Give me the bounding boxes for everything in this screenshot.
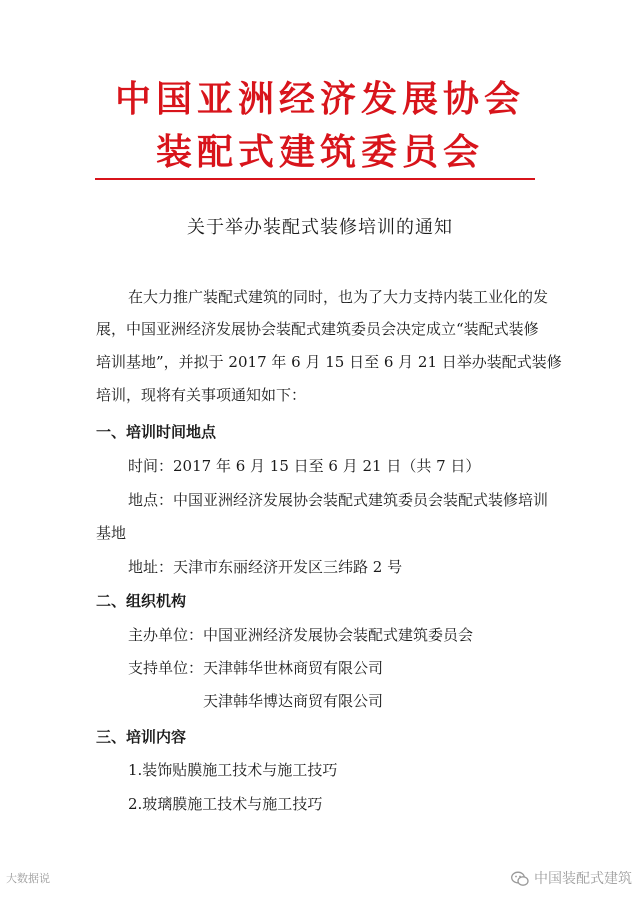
org-name-line2: 装配式建筑委员会 [155, 132, 484, 173]
watermark-right-text: 中国装配式建筑 [534, 871, 632, 887]
support-organization-1: 支持单位：天津韩华世林商贸有限公司 [128, 659, 384, 677]
training-place-line2: 基地 [96, 524, 127, 542]
notice-title: 关于举办装配式装修培训的通知 [187, 217, 453, 238]
section1-heading: 一、培训时间地点 [96, 423, 217, 441]
watermark-left-text: 大数据说 [6, 872, 50, 885]
intro-line-2: 展，中国亚洲经济发展协会装配式建筑委员会决定成立“装配式装修 [96, 320, 539, 338]
training-address: 地址：天津市东丽经济开发区三纬路 2 号 [128, 558, 403, 576]
intro-line-4: 培训，现将有关事项通知如下： [96, 386, 307, 404]
watermark-right [511, 870, 632, 888]
content-item-1: 1.装饰贴膜施工技术与施工技巧 [128, 761, 338, 779]
content-item-2: 2.玻璃膜施工技术与施工技巧 [128, 795, 323, 813]
training-time: 时间：2017 年 6 月 15 日至 6 月 21 日（共 7 日） [128, 457, 481, 475]
training-place-line1: 地点：中国亚洲经济发展协会装配式建筑委员会装配式装修培训 [128, 491, 549, 509]
watermark-left [6, 870, 50, 888]
header-divider [95, 178, 535, 180]
section3-heading: 三、培训内容 [96, 728, 187, 746]
section2-heading: 二、组织机构 [96, 592, 187, 610]
org-name-line1: 中国亚洲经济发展协会 [114, 79, 525, 120]
intro-line-1: 在大力推广装配式建筑的同时，也为了大力支持内装工业化的发 [128, 288, 549, 306]
wechat-icon [511, 871, 529, 887]
host-organization: 主办单位：中国亚洲经济发展协会装配式建筑委员会 [128, 626, 474, 644]
intro-line-3: 培训基地”，并拟于 2017 年 6 月 15 日至 6 月 21 日举办装配式装修 [96, 353, 562, 371]
support-organization-2: 天津韩华博达商贸有限公司 [203, 692, 384, 710]
